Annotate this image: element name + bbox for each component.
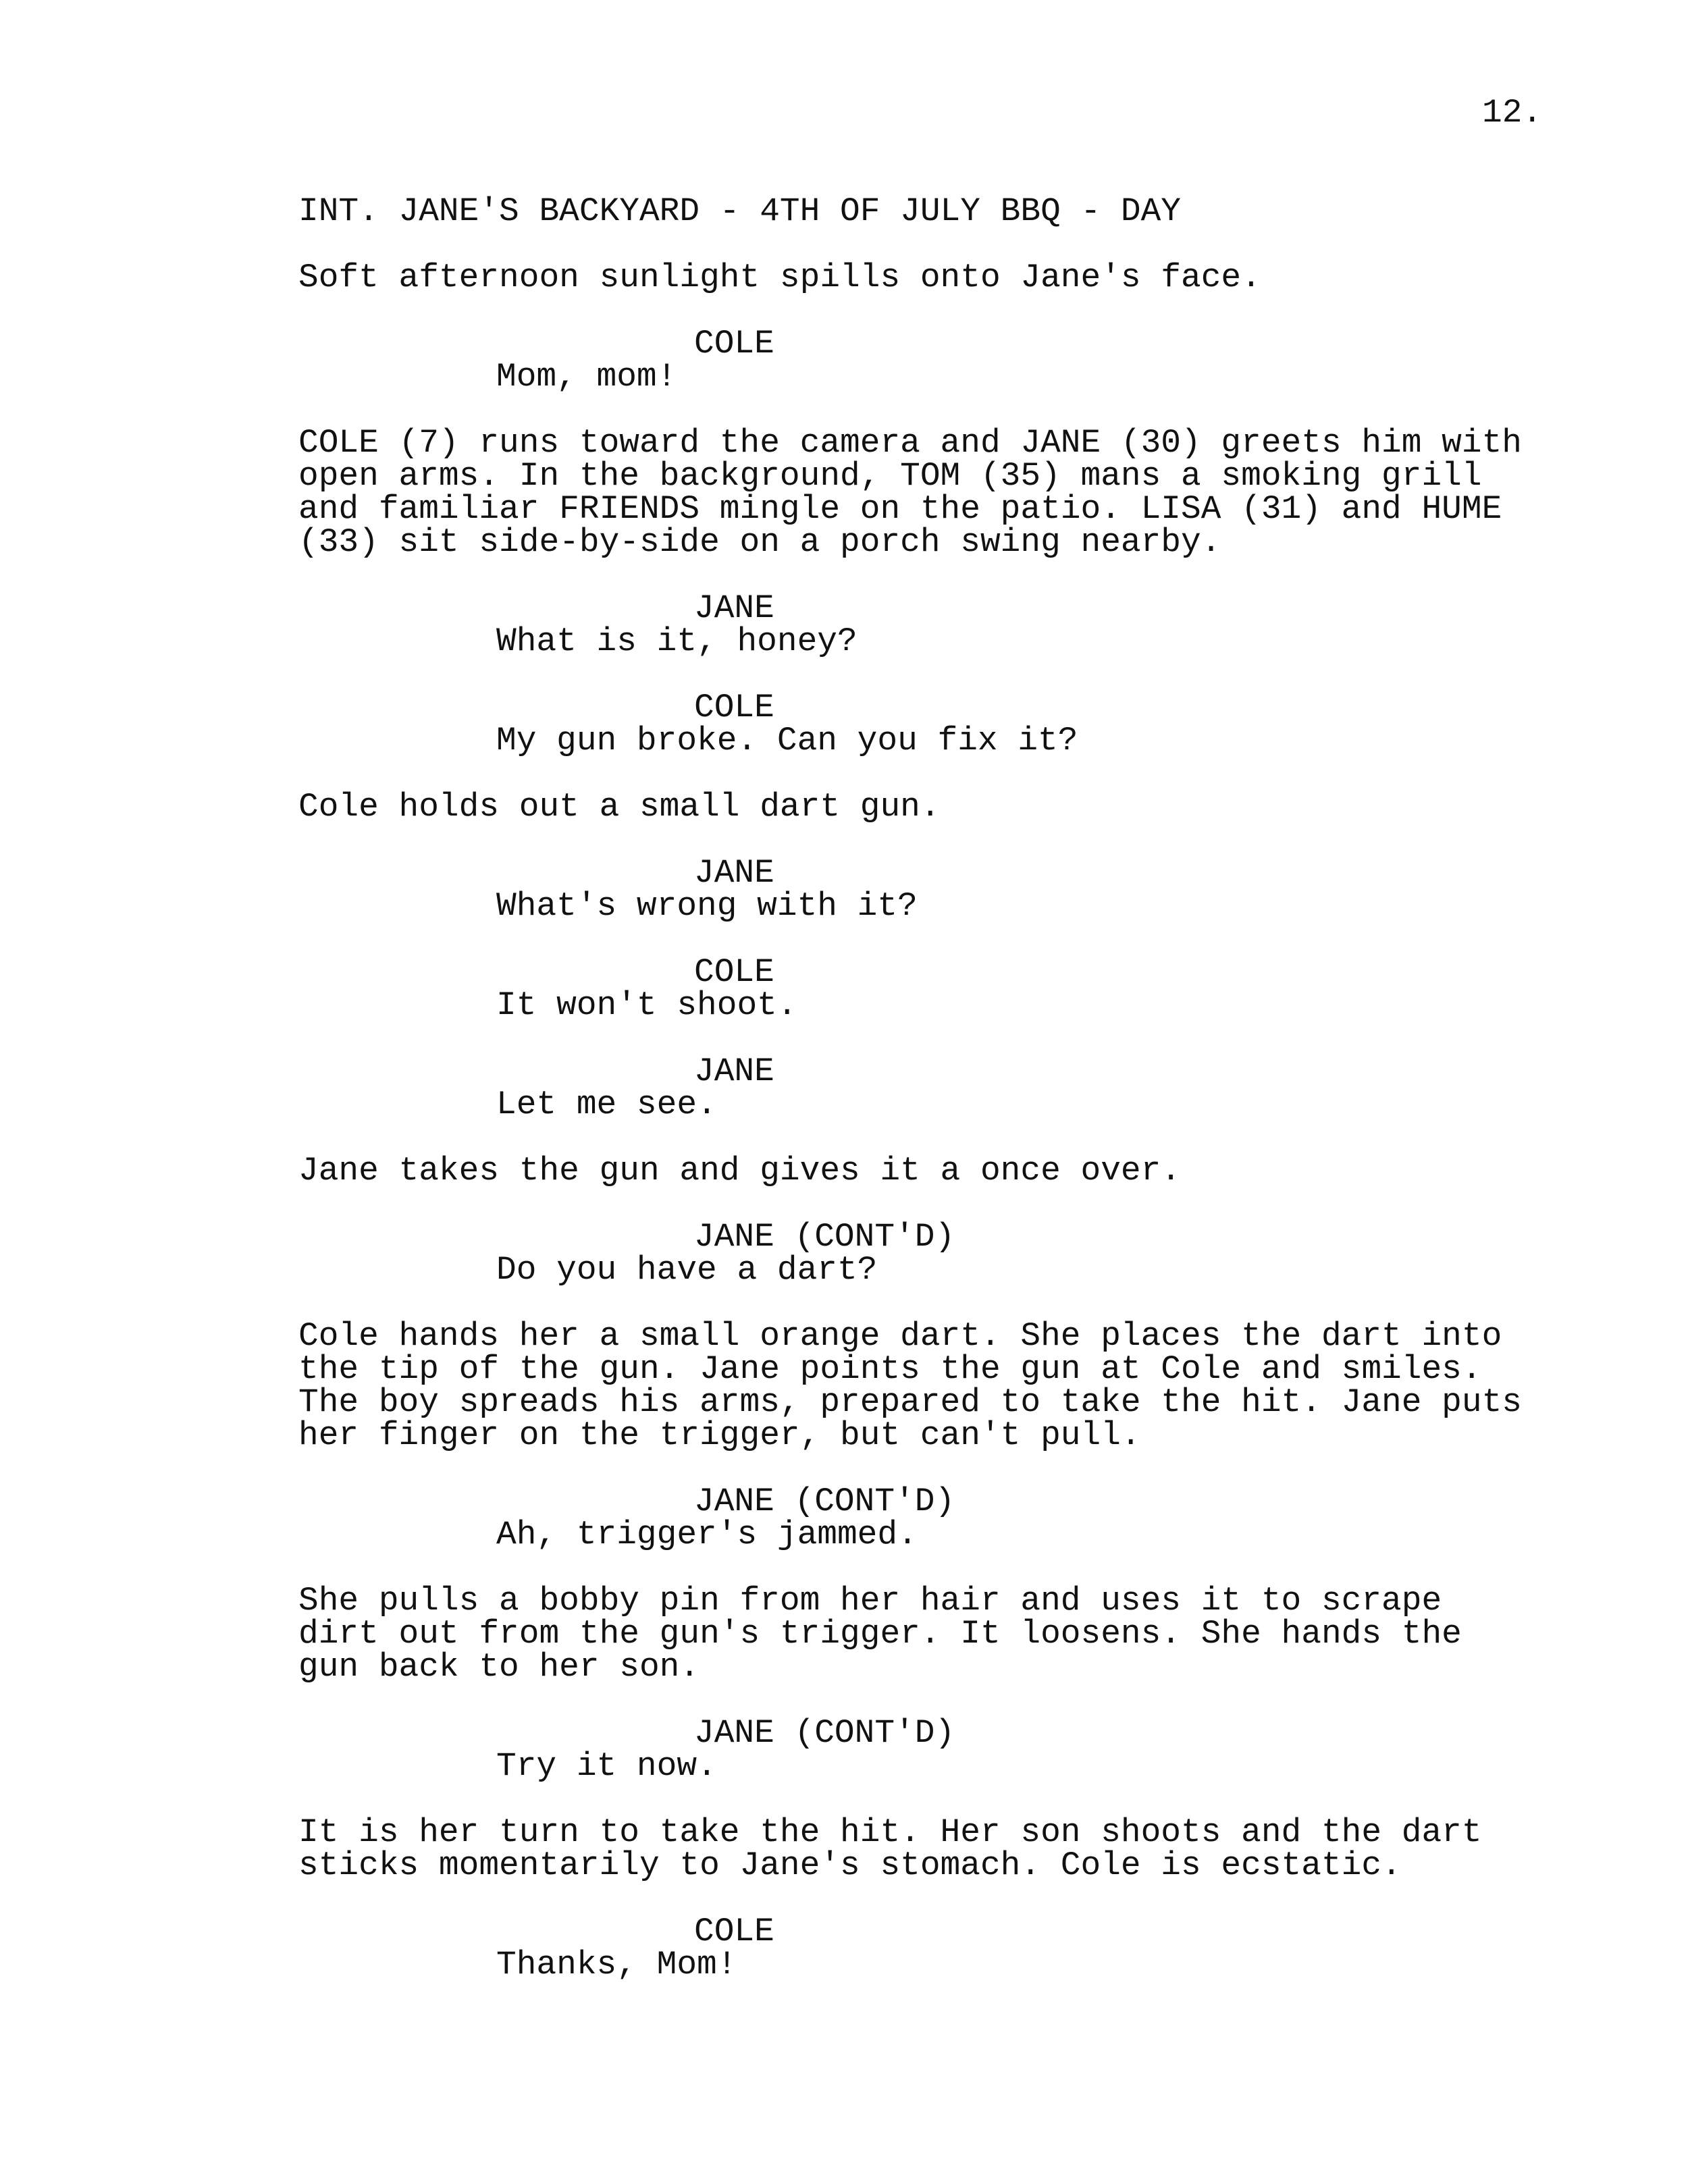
- action-line: the tip of the gun. Jane points the gun at Cole and smiles.: [298, 1350, 1482, 1388]
- page-number: 12.: [1482, 94, 1543, 132]
- character-cue: JANE (CONT'D): [694, 1218, 955, 1256]
- action-line: Cole holds out a small dart gun.: [298, 788, 941, 826]
- dialogue-line: What's wrong with it?: [496, 887, 918, 925]
- action-line: It is her turn to take the hit. Her son shoots and the dart: [298, 1813, 1482, 1851]
- character-cue: COLE: [694, 325, 774, 363]
- dialogue-line: My gun broke. Can you fix it?: [496, 722, 1078, 760]
- character-cue: JANE (CONT'D): [694, 1483, 955, 1520]
- action-line: The boy spreads his arms, prepared to take the hit. Jane puts: [298, 1383, 1522, 1421]
- dialogue-line: Do you have a dart?: [496, 1251, 878, 1289]
- character-cue: COLE: [694, 689, 774, 726]
- dialogue-line: Let me see.: [496, 1086, 717, 1123]
- dialogue-line: What is it, honey?: [496, 622, 858, 660]
- action-line: Jane takes the gun and gives it a once over.: [298, 1152, 1182, 1190]
- dialogue-line: Thanks, Mom!: [496, 1946, 737, 1983]
- action-line: open arms. In the background, TOM (35) mans a smoking grill: [298, 457, 1482, 495]
- dialogue-line: Mom, mom!: [496, 358, 677, 396]
- character-cue: COLE: [694, 953, 774, 991]
- action-line: sticks momentarily to Jane's stomach. Cole is ecstatic.: [298, 1846, 1402, 1884]
- character-cue: COLE: [694, 1913, 774, 1950]
- action-line: Soft afternoon sunlight spills onto Jane's face.: [298, 259, 1261, 296]
- character-cue: JANE: [694, 854, 774, 892]
- action-line: Cole hands her a small orange dart. She places the dart into: [298, 1317, 1502, 1355]
- action-line: her finger on the trigger, but can't pull.: [298, 1416, 1141, 1454]
- action-line: (33) sit side-by-side on a porch swing nearby.: [298, 523, 1221, 561]
- dialogue-line: Ah, trigger's jammed.: [496, 1516, 918, 1553]
- scene-heading: INT. JANE'S BACKYARD - 4TH OF JULY BBQ - DAY: [298, 192, 1182, 230]
- action-line: and familiar FRIENDS mingle on the patio. LISA (31) and HUME: [298, 490, 1502, 528]
- action-line: COLE (7) runs toward the camera and JANE (30) greets him with: [298, 424, 1522, 462]
- character-cue: JANE (CONT'D): [694, 1714, 955, 1752]
- action-line: dirt out from the gun's trigger. It loosens. She hands the: [298, 1615, 1462, 1653]
- dialogue-line: Try it now.: [496, 1747, 717, 1785]
- action-line: She pulls a bobby pin from her hair and uses it to scrape: [298, 1582, 1442, 1620]
- character-cue: JANE: [694, 589, 774, 627]
- action-line: gun back to her son.: [298, 1648, 700, 1686]
- character-cue: JANE: [694, 1053, 774, 1090]
- dialogue-line: It won't shoot.: [496, 986, 797, 1024]
